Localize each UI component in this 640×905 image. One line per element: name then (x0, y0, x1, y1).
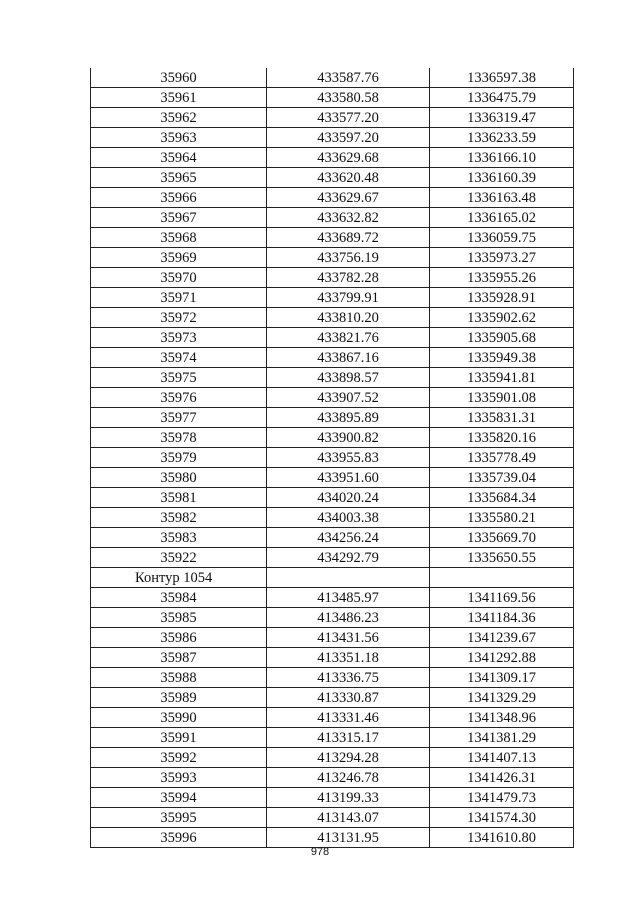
table-row (91, 168, 574, 188)
table-row (91, 788, 574, 808)
y-coordinate-cell: 1335949.38 (430, 348, 574, 368)
x-coordinate-cell: 434292.79 (267, 548, 430, 568)
point-number-cell: 35965 (91, 168, 267, 188)
x-coordinate-cell: 413485.97 (267, 588, 430, 608)
point-number-cell: 35990 (91, 708, 267, 728)
table-row (91, 388, 574, 408)
table-row (91, 708, 574, 728)
x-coordinate-cell: 413351.18 (267, 648, 430, 668)
page-number: 978 (310, 846, 330, 858)
y-coordinate-cell: 1335941.81 (430, 368, 574, 388)
x-coordinate-cell: 413336.75 (267, 668, 430, 688)
table-row (91, 748, 574, 768)
point-number-cell: 35995 (91, 808, 267, 828)
contour-label: Контур 1054 (91, 568, 267, 588)
y-coordinate-cell: 1341407.13 (430, 748, 574, 768)
point-number-cell: 35969 (91, 248, 267, 268)
point-number-cell: 35922 (91, 548, 267, 568)
table-row (91, 808, 574, 828)
point-number-cell: 35964 (91, 148, 267, 168)
table-row (91, 508, 574, 528)
point-number-cell: 35962 (91, 108, 267, 128)
y-coordinate-cell: 1341239.67 (430, 628, 574, 648)
point-number-cell: 35979 (91, 448, 267, 468)
table-row (91, 368, 574, 388)
point-number-cell: 35968 (91, 228, 267, 248)
x-coordinate-cell: 413246.78 (267, 768, 430, 788)
coordinates-table (90, 68, 574, 848)
x-coordinate-cell: 413143.07 (267, 808, 430, 828)
empty-cell (430, 568, 574, 588)
point-number-cell: 35974 (91, 348, 267, 368)
table-row (91, 548, 574, 568)
y-coordinate-cell: 1336059.75 (430, 228, 574, 248)
table-row (91, 228, 574, 248)
y-coordinate-cell: 1335650.55 (430, 548, 574, 568)
point-number-cell: 35978 (91, 428, 267, 448)
y-coordinate-cell: 1341426.31 (430, 768, 574, 788)
y-coordinate-cell: 1336163.48 (430, 188, 574, 208)
x-coordinate-cell: 413331.46 (267, 708, 430, 728)
point-number-cell: 35966 (91, 188, 267, 208)
point-number-cell: 35982 (91, 508, 267, 528)
table-row (91, 528, 574, 548)
y-coordinate-cell: 1336597.38 (430, 68, 574, 88)
x-coordinate-cell: 433577.20 (267, 108, 430, 128)
x-coordinate-cell: 433620.48 (267, 168, 430, 188)
point-number-cell: 35986 (91, 628, 267, 648)
table-row (91, 468, 574, 488)
point-number-cell: 35991 (91, 728, 267, 748)
x-coordinate-cell: 413486.23 (267, 608, 430, 628)
point-number-cell: 35973 (91, 328, 267, 348)
y-coordinate-cell: 1335831.31 (430, 408, 574, 428)
point-number-cell: 35972 (91, 308, 267, 328)
point-number-cell: 35989 (91, 688, 267, 708)
table-row (91, 208, 574, 228)
x-coordinate-cell: 433900.82 (267, 428, 430, 448)
table-row (91, 488, 574, 508)
point-number-cell: 35977 (91, 408, 267, 428)
x-coordinate-cell: 434003.38 (267, 508, 430, 528)
table-row (91, 428, 574, 448)
y-coordinate-cell: 1336319.47 (430, 108, 574, 128)
point-number-cell: 35967 (91, 208, 267, 228)
y-coordinate-cell: 1336160.39 (430, 168, 574, 188)
x-coordinate-cell: 433895.89 (267, 408, 430, 428)
point-number-cell: 35988 (91, 668, 267, 688)
point-number-cell: 35985 (91, 608, 267, 628)
y-coordinate-cell: 1341574.30 (430, 808, 574, 828)
x-coordinate-cell: 413330.87 (267, 688, 430, 708)
y-coordinate-cell: 1335778.49 (430, 448, 574, 468)
table-row (91, 328, 574, 348)
contour-header-row (91, 568, 574, 588)
table-row (91, 188, 574, 208)
point-number-cell: 35993 (91, 768, 267, 788)
point-number-cell: 35961 (91, 88, 267, 108)
point-number-cell: 35992 (91, 748, 267, 768)
table-row (91, 448, 574, 468)
y-coordinate-cell: 1335739.04 (430, 468, 574, 488)
y-coordinate-cell: 1335580.21 (430, 508, 574, 528)
x-coordinate-cell: 433867.16 (267, 348, 430, 368)
y-coordinate-cell: 1341329.29 (430, 688, 574, 708)
point-number-cell: 35960 (91, 68, 267, 88)
table-row (91, 648, 574, 668)
y-coordinate-cell: 1335955.26 (430, 268, 574, 288)
y-coordinate-cell: 1336475.79 (430, 88, 574, 108)
coordinates-table-body (91, 68, 574, 848)
y-coordinate-cell: 1335684.34 (430, 488, 574, 508)
point-number-cell: 35975 (91, 368, 267, 388)
x-coordinate-cell: 433629.68 (267, 148, 430, 168)
y-coordinate-cell: 1335901.08 (430, 388, 574, 408)
x-coordinate-cell: 433951.60 (267, 468, 430, 488)
x-coordinate-cell: 433782.28 (267, 268, 430, 288)
table-row (91, 128, 574, 148)
y-coordinate-cell: 1335820.16 (430, 428, 574, 448)
x-coordinate-cell: 433756.19 (267, 248, 430, 268)
table-row (91, 588, 574, 608)
table-row (91, 668, 574, 688)
y-coordinate-cell: 1335973.27 (430, 248, 574, 268)
x-coordinate-cell: 434256.24 (267, 528, 430, 548)
y-coordinate-cell: 1341292.88 (430, 648, 574, 668)
x-coordinate-cell: 433907.52 (267, 388, 430, 408)
y-coordinate-cell: 1341184.36 (430, 608, 574, 628)
x-coordinate-cell: 433597.20 (267, 128, 430, 148)
y-coordinate-cell: 1341309.17 (430, 668, 574, 688)
x-coordinate-cell: 433821.76 (267, 328, 430, 348)
x-coordinate-cell: 413431.56 (267, 628, 430, 648)
table-row (91, 108, 574, 128)
x-coordinate-cell: 433955.83 (267, 448, 430, 468)
x-coordinate-cell: 433898.57 (267, 368, 430, 388)
point-number-cell: 35994 (91, 788, 267, 808)
table-row (91, 148, 574, 168)
x-coordinate-cell: 413294.28 (267, 748, 430, 768)
empty-cell (267, 568, 430, 588)
point-number-cell: 35963 (91, 128, 267, 148)
point-number-cell: 35987 (91, 648, 267, 668)
y-coordinate-cell: 1335905.68 (430, 328, 574, 348)
table-row (91, 308, 574, 328)
y-coordinate-cell: 1335928.91 (430, 288, 574, 308)
point-number-cell: 35984 (91, 588, 267, 608)
table-row (91, 288, 574, 308)
x-coordinate-cell: 433587.76 (267, 68, 430, 88)
point-number-cell: 35983 (91, 528, 267, 548)
table-row (91, 348, 574, 368)
x-coordinate-cell: 413199.33 (267, 788, 430, 808)
x-coordinate-cell: 433632.82 (267, 208, 430, 228)
y-coordinate-cell: 1341610.80 (430, 828, 574, 848)
y-coordinate-cell: 1336166.10 (430, 148, 574, 168)
table-row (91, 828, 574, 848)
point-number-cell: 35971 (91, 288, 267, 308)
x-coordinate-cell: 433689.72 (267, 228, 430, 248)
point-number-cell: 35981 (91, 488, 267, 508)
x-coordinate-cell: 433580.58 (267, 88, 430, 108)
y-coordinate-cell: 1335669.70 (430, 528, 574, 548)
x-coordinate-cell: 433629.67 (267, 188, 430, 208)
table-row (91, 88, 574, 108)
table-row (91, 248, 574, 268)
y-coordinate-cell: 1341169.56 (430, 588, 574, 608)
x-coordinate-cell: 413315.17 (267, 728, 430, 748)
point-number-cell: 35996 (91, 828, 267, 848)
x-coordinate-cell: 433810.20 (267, 308, 430, 328)
table-row (91, 768, 574, 788)
table-row (91, 68, 574, 88)
point-number-cell: 35976 (91, 388, 267, 408)
table-row (91, 688, 574, 708)
table-row (91, 628, 574, 648)
table-row (91, 408, 574, 428)
x-coordinate-cell: 413131.95 (267, 828, 430, 848)
table-row (91, 728, 574, 748)
y-coordinate-cell: 1341479.73 (430, 788, 574, 808)
y-coordinate-cell: 1336165.02 (430, 208, 574, 228)
y-coordinate-cell: 1341381.29 (430, 728, 574, 748)
point-number-cell: 35970 (91, 268, 267, 288)
table-row (91, 608, 574, 628)
y-coordinate-cell: 1335902.62 (430, 308, 574, 328)
y-coordinate-cell: 1341348.96 (430, 708, 574, 728)
table-row (91, 268, 574, 288)
point-number-cell: 35980 (91, 468, 267, 488)
x-coordinate-cell: 434020.24 (267, 488, 430, 508)
x-coordinate-cell: 433799.91 (267, 288, 430, 308)
y-coordinate-cell: 1336233.59 (430, 128, 574, 148)
